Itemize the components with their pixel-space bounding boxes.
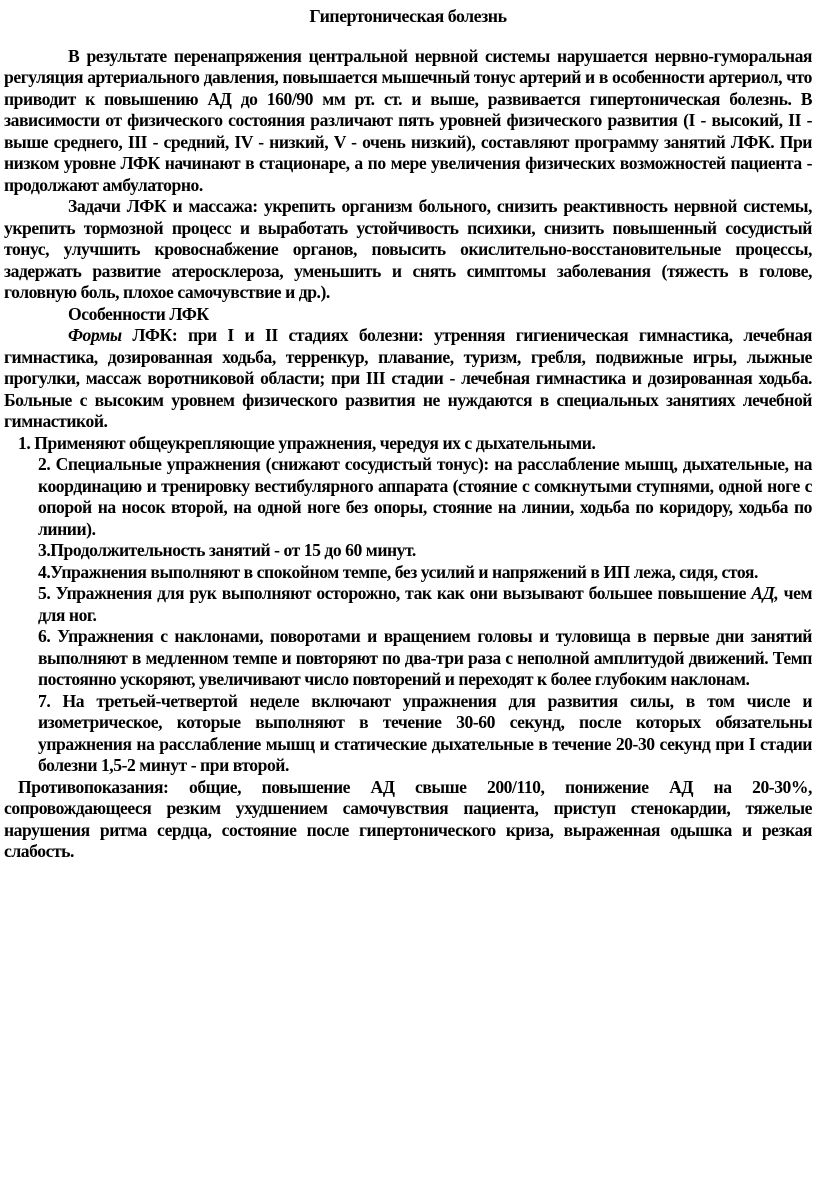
exercise-list bbox=[4, 454, 812, 777]
list-item-2-number: 2. bbox=[38, 454, 51, 474]
forms-label: Формы bbox=[68, 325, 122, 345]
features-heading: Особенности ЛФК bbox=[68, 303, 209, 324]
list-item-4 bbox=[38, 562, 812, 584]
list-item-5 bbox=[38, 583, 812, 626]
contraindications-paragraph: Противопоказания: общие, повышение АД свыше 200/110, понижение АД на 20-30%, сопровождающееся резким ухудшением самочувствия пациента, приступ стенокардии, тяжелые нарушения ритма сердца, состояние после гипертонического криза, выраженная одышка и резкая слабость. bbox=[4, 776, 812, 861]
forms-paragraph bbox=[4, 325, 812, 433]
list-item-6-number: 6. bbox=[38, 626, 51, 646]
list-item-7 bbox=[38, 691, 812, 777]
list-item-4-number: 4. bbox=[38, 561, 51, 582]
list-item-7-number: 7. bbox=[38, 690, 51, 711]
list-item-3-number: 3. bbox=[38, 540, 51, 560]
list-item-1-number: 1. bbox=[18, 432, 31, 453]
intro-paragraph: В результате перенапряжения центральной нервной системы нарушается нервно-гуморальная регуляция артериального давления, повышается мышечный тонус артерий и в особенности артериол, что приводит к повышению АД до 160/90 мм рт. ст. и выше, развивается гипертоническая болезнь. В зависимости от физического состояния различают пять уровней физического развития (I - высокий, II - выше среднего, III - средний, IV - низкий, V - очень низкий), составляют программу занятий ЛФК. При низком уровне ЛФК начинают в стационаре, а по мере увеличения физических возможностей пациента - продолжают амбулаторно. bbox=[4, 45, 812, 195]
list-item-5-tail: чем для ног. bbox=[38, 583, 812, 625]
list-item-5-text: Упражнения для рук выполняют осторожно, так как они вызывают большее повышение bbox=[50, 583, 752, 603]
tasks-label: Задачи ЛФК и массажа: bbox=[68, 196, 258, 216]
forms-text: ЛФК: при I и II стадиях болезни: утренняя гигиеническая гимнастика, лечебная гимнастика, дозированная ходьба, терренкур, плавание, туризм, гребля, подвижные игры, лыжные прогулки, массаж воротниковой области; при III стадии - лечебная гимнастика и дозированная ходьба. Больные с высоким уровнем физического развития не нуждаются в специальных занятиях лечебной гимнастикой. bbox=[4, 325, 812, 431]
document-title: Гипертоническая болезнь bbox=[309, 6, 507, 26]
list-item-4-text: Упражнения выполняют в спокойном темпе, без усилий и напряжений в ИП лежа, сидя, стоя. bbox=[50, 561, 758, 582]
tasks-text: укрепить организм больного, снизить реактивность нервной системы, укрепить тормозной процесс и выработать устойчивость психики, снизить повышенный сосудистый тонус, улучшить кровоснабжение органов, повысить окислительно-восстановительные процессы, задержать развитие атеросклероза, уменьшить и снять симптомы заболевания (тяжесть в голове, головную боль, плохое самочувствие и др.). bbox=[4, 196, 812, 302]
list-item-3 bbox=[38, 540, 812, 562]
list-item-5-italic: АД, bbox=[751, 583, 779, 603]
list-item-3-text: Продолжительность занятий - от 15 до 60 минут. bbox=[50, 540, 416, 560]
list-item-1 bbox=[4, 433, 812, 455]
list-item-2 bbox=[38, 454, 812, 540]
list-item-7-text: На третьей-четвертой неделе включают упражнения для развития силы, в том числе и изометрическое, которые выполняют в течение 30-60 секунд, после которых обязательны упражнения на расслабление мышц и статические дыхательные в течение 20-30 секунд при I стадии болезни 1,5-2 минут - при второй. bbox=[38, 690, 812, 775]
tasks-paragraph bbox=[4, 196, 812, 304]
list-item-5-number: 5. bbox=[38, 583, 51, 603]
list-item-1-text: Применяют общеукрепляющие упражнения, чередуя их с дыхательными. bbox=[30, 432, 596, 453]
list-item-2-text: Специальные упражнения (снижают сосудистый тонус): на расслабление мышц, дыхательные, на координацию и тренировку вестибулярного аппарата (стояние с сомкнутыми ступнями, одной ноге с опорой на носок второй, на одной ноге без опоры, стояние на линии, ходьба по коридору, ходьба по линии). bbox=[38, 454, 812, 539]
list-item-6 bbox=[38, 626, 812, 691]
list-item-6-text: Упражнения с наклонами, поворотами и вращением головы и туловища в первые дни занятий выполняют в медленном темпе и повторяют по два-три раза с неполной амплитудой движений. Темп постоянно ускоряют, увеличивают число повторений и переходят к более глубоким наклонам. bbox=[38, 626, 812, 689]
